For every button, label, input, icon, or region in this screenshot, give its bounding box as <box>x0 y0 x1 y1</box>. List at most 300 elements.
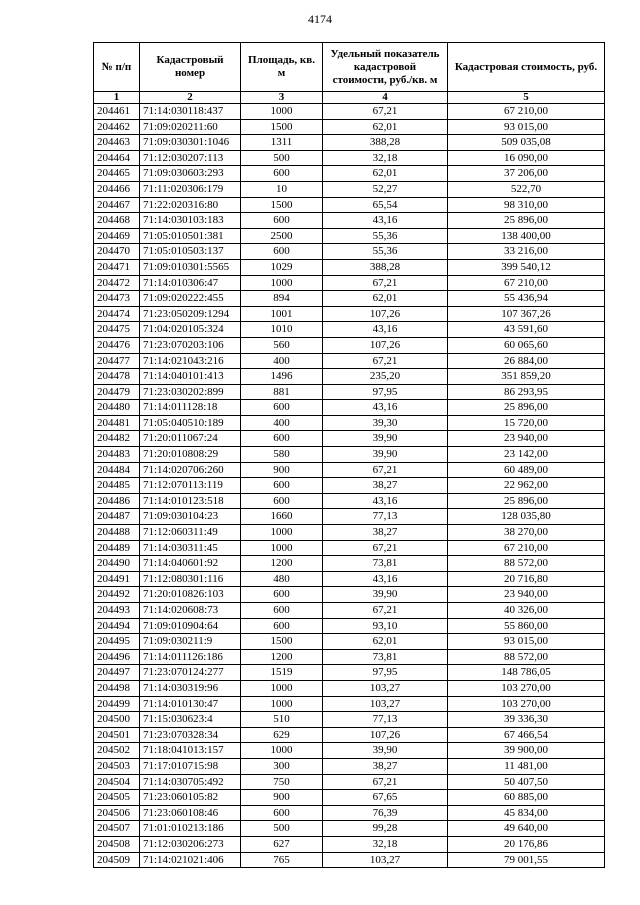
table-row <box>94 447 605 463</box>
unit-value-cell: 52,27 <box>323 181 448 197</box>
table-row <box>94 150 605 166</box>
cadastral-number-cell: 71:18:041013:157 <box>140 743 241 759</box>
cadastral-number-cell: 71:14:030319:96 <box>140 680 241 696</box>
cadastral-number-cell: 71:23:070203:106 <box>140 337 241 353</box>
unit-value-cell: 73,81 <box>323 649 448 665</box>
row-number-cell: 204475 <box>94 322 140 338</box>
cadastral-value-cell: 67 210,00 <box>448 104 605 120</box>
area-cell: 1000 <box>241 680 323 696</box>
cadastral-number-cell: 71:05:040510:189 <box>140 415 241 431</box>
row-number-cell: 204507 <box>94 821 140 837</box>
cadastral-value-cell: 45 834,00 <box>448 805 605 821</box>
area-cell: 600 <box>241 618 323 634</box>
unit-value-cell: 67,21 <box>323 774 448 790</box>
cadastral-value-cell: 522,70 <box>448 181 605 197</box>
row-number-cell: 204487 <box>94 509 140 525</box>
cadastral-number-cell: 71:14:010306:47 <box>140 275 241 291</box>
cadastral-number-cell: 71:14:030705:492 <box>140 774 241 790</box>
table-row <box>94 525 605 541</box>
unit-value-cell: 93,10 <box>323 618 448 634</box>
area-cell: 1500 <box>241 634 323 650</box>
row-number-cell: 204502 <box>94 743 140 759</box>
area-cell: 750 <box>241 774 323 790</box>
cadastral-number-cell: 71:09:010904:64 <box>140 618 241 634</box>
unit-value-cell: 67,21 <box>323 104 448 120</box>
area-cell: 627 <box>241 836 323 852</box>
cadastral-number-cell: 71:23:070328:34 <box>140 727 241 743</box>
cadastral-value-cell: 23 940,00 <box>448 587 605 603</box>
row-number-cell: 204500 <box>94 712 140 728</box>
row-number-cell: 204497 <box>94 665 140 681</box>
table-row <box>94 119 605 135</box>
table-row <box>94 306 605 322</box>
cadastral-number-cell: 71:14:030103:183 <box>140 213 241 229</box>
unit-value-cell: 77,13 <box>323 712 448 728</box>
table-body <box>94 104 605 868</box>
cadastral-value-cell: 49 640,00 <box>448 821 605 837</box>
cadastral-number-cell: 71:01:010213:186 <box>140 821 241 837</box>
unit-value-cell: 62,01 <box>323 166 448 182</box>
cadastral-value-cell: 128 035,80 <box>448 509 605 525</box>
cadastral-number-cell: 71:23:050209:1294 <box>140 306 241 322</box>
area-cell: 600 <box>241 166 323 182</box>
unit-value-cell: 235,20 <box>323 369 448 385</box>
row-number-cell: 204489 <box>94 540 140 556</box>
cadastral-number-cell: 71:09:020211:60 <box>140 119 241 135</box>
table-row <box>94 244 605 260</box>
row-number-cell: 204461 <box>94 104 140 120</box>
row-number-cell: 204482 <box>94 431 140 447</box>
table-row <box>94 431 605 447</box>
cadastral-value-cell: 79 001,55 <box>448 852 605 868</box>
cadastral-value-cell: 11 481,00 <box>448 758 605 774</box>
unit-value-cell: 62,01 <box>323 119 448 135</box>
area-cell: 400 <box>241 415 323 431</box>
cadastral-value-cell: 351 859,20 <box>448 369 605 385</box>
cadastral-value-cell: 55 436,94 <box>448 291 605 307</box>
unit-value-cell: 67,65 <box>323 790 448 806</box>
cadastral-value-cell: 60 885,00 <box>448 790 605 806</box>
cadastral-value-cell: 509 035,08 <box>448 135 605 151</box>
area-cell: 1496 <box>241 369 323 385</box>
table-row <box>94 353 605 369</box>
cadastral-number-cell: 71:20:010808:29 <box>140 447 241 463</box>
area-cell: 1311 <box>241 135 323 151</box>
area-cell: 1519 <box>241 665 323 681</box>
area-cell: 600 <box>241 603 323 619</box>
row-number-cell: 204462 <box>94 119 140 135</box>
table-row <box>94 618 605 634</box>
area-cell: 580 <box>241 447 323 463</box>
column-number: 3 <box>241 92 323 104</box>
cadastral-value-cell: 39 336,30 <box>448 712 605 728</box>
table-row <box>94 228 605 244</box>
row-number-cell: 204478 <box>94 369 140 385</box>
cadastral-number-cell: 71:14:011126:186 <box>140 649 241 665</box>
cadastral-value-table <box>93 42 605 868</box>
table-row <box>94 181 605 197</box>
table-row <box>94 665 605 681</box>
area-cell: 2500 <box>241 228 323 244</box>
unit-value-cell: 73,81 <box>323 556 448 572</box>
column-number: 4 <box>323 92 448 104</box>
table-row <box>94 696 605 712</box>
cadastral-value-cell: 39 900,00 <box>448 743 605 759</box>
area-cell: 881 <box>241 384 323 400</box>
unit-value-cell: 32,18 <box>323 150 448 166</box>
row-number-cell: 204498 <box>94 680 140 696</box>
area-cell: 600 <box>241 587 323 603</box>
row-number-cell: 204495 <box>94 634 140 650</box>
row-number-cell: 204479 <box>94 384 140 400</box>
cadastral-value-cell: 38 270,00 <box>448 525 605 541</box>
column-number: 2 <box>140 92 241 104</box>
cadastral-value-cell: 86 293,95 <box>448 384 605 400</box>
area-cell: 1500 <box>241 119 323 135</box>
cadastral-value-cell: 15 720,00 <box>448 415 605 431</box>
unit-value-cell: 388,28 <box>323 135 448 151</box>
unit-value-cell: 77,13 <box>323 509 448 525</box>
row-number-cell: 204469 <box>94 228 140 244</box>
row-number-cell: 204468 <box>94 213 140 229</box>
unit-value-cell: 67,21 <box>323 275 448 291</box>
table-row <box>94 603 605 619</box>
row-number-cell: 204508 <box>94 836 140 852</box>
table-row <box>94 821 605 837</box>
cadastral-number-cell: 71:14:030311:45 <box>140 540 241 556</box>
unit-value-cell: 39,90 <box>323 587 448 603</box>
row-number-cell: 204463 <box>94 135 140 151</box>
unit-value-cell: 67,21 <box>323 462 448 478</box>
table-row <box>94 478 605 494</box>
area-cell: 400 <box>241 353 323 369</box>
row-number-cell: 204493 <box>94 603 140 619</box>
cadastral-number-cell: 71:14:040601:92 <box>140 556 241 572</box>
area-cell: 600 <box>241 478 323 494</box>
cadastral-number-cell: 71:12:080301:116 <box>140 571 241 587</box>
cadastral-value-cell: 25 896,00 <box>448 400 605 416</box>
unit-value-cell: 43,16 <box>323 322 448 338</box>
unit-value-cell: 43,16 <box>323 571 448 587</box>
header-cadastral-value: Кадастровая стоимость, руб. <box>448 43 605 92</box>
unit-value-cell: 32,18 <box>323 836 448 852</box>
table-row <box>94 727 605 743</box>
cadastral-value-cell: 33 216,00 <box>448 244 605 260</box>
area-cell: 1000 <box>241 696 323 712</box>
table-row <box>94 291 605 307</box>
row-number-cell: 204476 <box>94 337 140 353</box>
table-row <box>94 509 605 525</box>
row-number-cell: 204474 <box>94 306 140 322</box>
table-row <box>94 649 605 665</box>
row-number-cell: 204501 <box>94 727 140 743</box>
row-number-cell: 204509 <box>94 852 140 868</box>
table-row <box>94 135 605 151</box>
cadastral-value-cell: 88 572,00 <box>448 556 605 572</box>
cadastral-number-cell: 71:14:021043:216 <box>140 353 241 369</box>
cadastral-number-cell: 71:20:010826:103 <box>140 587 241 603</box>
cadastral-value-cell: 103 270,00 <box>448 696 605 712</box>
cadastral-value-cell: 60 489,00 <box>448 462 605 478</box>
table-row <box>94 259 605 275</box>
cadastral-value-cell: 138 400,00 <box>448 228 605 244</box>
cadastral-number-cell: 71:14:040101:413 <box>140 369 241 385</box>
row-number-cell: 204470 <box>94 244 140 260</box>
header-area: Площадь, кв. м <box>241 43 323 92</box>
column-number: 1 <box>94 92 140 104</box>
table-row <box>94 322 605 338</box>
table-row <box>94 774 605 790</box>
cadastral-number-cell: 71:05:010501:381 <box>140 228 241 244</box>
row-number-cell: 204486 <box>94 493 140 509</box>
unit-value-cell: 388,28 <box>323 259 448 275</box>
cadastral-value-cell: 22 962,00 <box>448 478 605 494</box>
area-cell: 1001 <box>241 306 323 322</box>
row-number-cell: 204483 <box>94 447 140 463</box>
cadastral-value-cell: 23 940,00 <box>448 431 605 447</box>
unit-value-cell: 103,27 <box>323 680 448 696</box>
area-cell: 1500 <box>241 197 323 213</box>
cadastral-value-cell: 20 176,86 <box>448 836 605 852</box>
row-number-cell: 204496 <box>94 649 140 665</box>
table-row <box>94 556 605 572</box>
unit-value-cell: 38,27 <box>323 478 448 494</box>
cadastral-number-cell: 71:20:011067:24 <box>140 431 241 447</box>
unit-value-cell: 39,90 <box>323 743 448 759</box>
table-row <box>94 493 605 509</box>
unit-value-cell: 103,27 <box>323 696 448 712</box>
row-number-cell: 204484 <box>94 462 140 478</box>
table-row <box>94 836 605 852</box>
area-cell: 1000 <box>241 104 323 120</box>
cadastral-number-cell: 71:14:010130:47 <box>140 696 241 712</box>
row-number-cell: 204499 <box>94 696 140 712</box>
unit-value-cell: 67,21 <box>323 603 448 619</box>
cadastral-value-cell: 43 591,60 <box>448 322 605 338</box>
cadastral-number-cell: 71:09:010301:5565 <box>140 259 241 275</box>
unit-value-cell: 103,27 <box>323 852 448 868</box>
cadastral-number-cell: 71:14:021021:406 <box>140 852 241 868</box>
area-cell: 1200 <box>241 649 323 665</box>
cadastral-number-cell: 71:11:020306:179 <box>140 181 241 197</box>
table-row <box>94 369 605 385</box>
area-cell: 600 <box>241 400 323 416</box>
unit-value-cell: 55,36 <box>323 228 448 244</box>
cadastral-value-cell: 55 860,00 <box>448 618 605 634</box>
cadastral-number-cell: 71:09:030301:1046 <box>140 135 241 151</box>
cadastral-value-cell: 40 326,00 <box>448 603 605 619</box>
cadastral-value-cell: 16 090,00 <box>448 150 605 166</box>
table-row <box>94 852 605 868</box>
unit-value-cell: 62,01 <box>323 634 448 650</box>
cadastral-value-cell: 67 210,00 <box>448 540 605 556</box>
area-cell: 600 <box>241 213 323 229</box>
cadastral-number-cell: 71:22:020316:80 <box>140 197 241 213</box>
row-number-cell: 204494 <box>94 618 140 634</box>
cadastral-number-cell: 71:09:030603:293 <box>140 166 241 182</box>
table-row <box>94 400 605 416</box>
area-cell: 1029 <box>241 259 323 275</box>
row-number-cell: 204503 <box>94 758 140 774</box>
unit-value-cell: 76,39 <box>323 805 448 821</box>
cadastral-value-cell: 50 407,50 <box>448 774 605 790</box>
cadastral-number-cell: 71:14:010123:518 <box>140 493 241 509</box>
table-row <box>94 758 605 774</box>
area-cell: 560 <box>241 337 323 353</box>
area-cell: 300 <box>241 758 323 774</box>
cadastral-value-cell: 148 786,05 <box>448 665 605 681</box>
area-cell: 510 <box>241 712 323 728</box>
unit-value-cell: 107,26 <box>323 727 448 743</box>
area-cell: 10 <box>241 181 323 197</box>
row-number-cell: 204471 <box>94 259 140 275</box>
row-number-cell: 204467 <box>94 197 140 213</box>
row-number-cell: 204473 <box>94 291 140 307</box>
unit-value-cell: 97,95 <box>323 665 448 681</box>
area-cell: 1000 <box>241 275 323 291</box>
header-row-number: № п/п <box>94 43 140 92</box>
cadastral-value-cell: 25 896,00 <box>448 213 605 229</box>
cadastral-number-cell: 71:12:070113:119 <box>140 478 241 494</box>
unit-value-cell: 107,26 <box>323 337 448 353</box>
cadastral-value-cell: 399 540,12 <box>448 259 605 275</box>
table-row <box>94 166 605 182</box>
cadastral-value-cell: 107 367,26 <box>448 306 605 322</box>
row-number-cell: 204477 <box>94 353 140 369</box>
cadastral-value-cell: 93 015,00 <box>448 119 605 135</box>
table-row <box>94 571 605 587</box>
header-cadastral-number: Кадастровый номер <box>140 43 241 92</box>
unit-value-cell: 55,36 <box>323 244 448 260</box>
unit-value-cell: 39,90 <box>323 447 448 463</box>
cadastral-number-cell: 71:23:060105:82 <box>140 790 241 806</box>
unit-value-cell: 65,54 <box>323 197 448 213</box>
row-number-cell: 204464 <box>94 150 140 166</box>
table-row <box>94 680 605 696</box>
cadastral-value-cell: 37 206,00 <box>448 166 605 182</box>
table-row <box>94 275 605 291</box>
area-cell: 894 <box>241 291 323 307</box>
unit-value-cell: 62,01 <box>323 291 448 307</box>
row-number-cell: 204472 <box>94 275 140 291</box>
table-row <box>94 743 605 759</box>
unit-value-cell: 43,16 <box>323 213 448 229</box>
cadastral-value-cell: 67 466,54 <box>448 727 605 743</box>
row-number-cell: 204490 <box>94 556 140 572</box>
area-cell: 500 <box>241 150 323 166</box>
cadastral-number-cell: 71:14:030118:437 <box>140 104 241 120</box>
cadastral-value-cell: 93 015,00 <box>448 634 605 650</box>
unit-value-cell: 43,16 <box>323 400 448 416</box>
area-cell: 765 <box>241 852 323 868</box>
unit-value-cell: 43,16 <box>323 493 448 509</box>
row-number-cell: 204491 <box>94 571 140 587</box>
table-row <box>94 104 605 120</box>
cadastral-value-cell: 103 270,00 <box>448 680 605 696</box>
cadastral-number-cell: 71:09:020222:455 <box>140 291 241 307</box>
area-cell: 480 <box>241 571 323 587</box>
area-cell: 600 <box>241 431 323 447</box>
table-row <box>94 540 605 556</box>
cadastral-number-cell: 71:12:030206:273 <box>140 836 241 852</box>
cadastral-value-cell: 20 716,80 <box>448 571 605 587</box>
row-number-cell: 204485 <box>94 478 140 494</box>
cadastral-number-cell: 71:09:030104:23 <box>140 509 241 525</box>
cadastral-number-cell: 71:12:060311:49 <box>140 525 241 541</box>
row-number-cell: 204506 <box>94 805 140 821</box>
area-cell: 600 <box>241 493 323 509</box>
table-row <box>94 197 605 213</box>
cadastral-number-cell: 71:23:030202:899 <box>140 384 241 400</box>
area-cell: 1660 <box>241 509 323 525</box>
row-number-cell: 204488 <box>94 525 140 541</box>
area-cell: 1010 <box>241 322 323 338</box>
row-number-cell: 204466 <box>94 181 140 197</box>
table-row <box>94 712 605 728</box>
cadastral-value-cell: 88 572,00 <box>448 649 605 665</box>
area-cell: 900 <box>241 462 323 478</box>
row-number-cell: 204465 <box>94 166 140 182</box>
unit-value-cell: 38,27 <box>323 525 448 541</box>
table-row <box>94 337 605 353</box>
cadastral-number-cell: 71:23:060108:46 <box>140 805 241 821</box>
cadastral-number-cell: 71:15:030623:4 <box>140 712 241 728</box>
cadastral-value-cell: 67 210,00 <box>448 275 605 291</box>
cadastral-value-cell: 98 310,00 <box>448 197 605 213</box>
table-row <box>94 415 605 431</box>
table-row <box>94 384 605 400</box>
unit-value-cell: 99,28 <box>323 821 448 837</box>
cadastral-number-cell: 71:23:070124:277 <box>140 665 241 681</box>
area-cell: 600 <box>241 244 323 260</box>
cadastral-value-cell: 23 142,00 <box>448 447 605 463</box>
cadastral-number-cell: 71:04:020105:324 <box>140 322 241 338</box>
table-row <box>94 213 605 229</box>
cadastral-value-cell: 26 884,00 <box>448 353 605 369</box>
unit-value-cell: 67,21 <box>323 540 448 556</box>
row-number-cell: 204504 <box>94 774 140 790</box>
unit-value-cell: 107,26 <box>323 306 448 322</box>
table-row <box>94 805 605 821</box>
header-unit-value: Удельный показатель кадастровой стоимости, руб./кв. м <box>323 43 448 92</box>
table-row <box>94 462 605 478</box>
row-number-cell: 204492 <box>94 587 140 603</box>
table-row <box>94 634 605 650</box>
cadastral-number-cell: 71:17:010715:98 <box>140 758 241 774</box>
unit-value-cell: 39,90 <box>323 431 448 447</box>
page-number: 4174 <box>308 12 332 26</box>
cadastral-number-cell: 71:14:011128:18 <box>140 400 241 416</box>
area-cell: 1000 <box>241 743 323 759</box>
table-row <box>94 790 605 806</box>
column-number: 5 <box>448 92 605 104</box>
cadastral-number-cell: 71:14:020608:73 <box>140 603 241 619</box>
area-cell: 900 <box>241 790 323 806</box>
cadastral-value-cell: 60 065,60 <box>448 337 605 353</box>
row-number-cell: 204481 <box>94 415 140 431</box>
area-cell: 629 <box>241 727 323 743</box>
cadastral-number-cell: 71:14:020706:260 <box>140 462 241 478</box>
cadastral-value-cell: 25 896,00 <box>448 493 605 509</box>
cadastral-number-cell: 71:09:030211:9 <box>140 634 241 650</box>
area-cell: 1000 <box>241 540 323 556</box>
cadastral-number-cell: 71:05:010503:137 <box>140 244 241 260</box>
area-cell: 1000 <box>241 525 323 541</box>
row-number-cell: 204480 <box>94 400 140 416</box>
area-cell: 500 <box>241 821 323 837</box>
unit-value-cell: 38,27 <box>323 758 448 774</box>
area-cell: 1200 <box>241 556 323 572</box>
